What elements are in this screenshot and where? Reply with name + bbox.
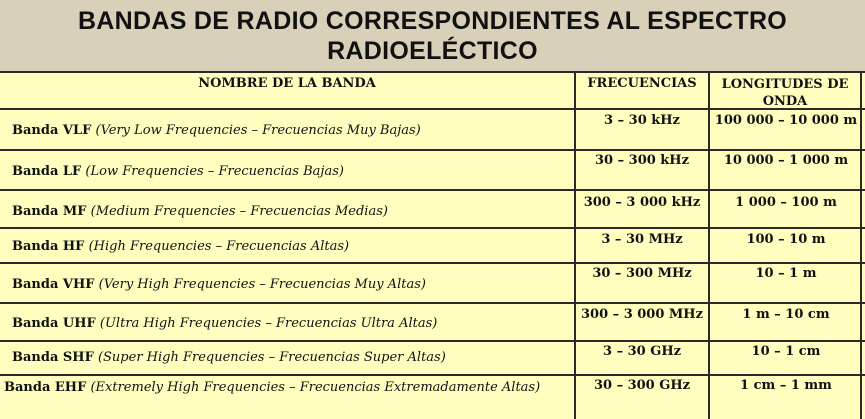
row-divider [0,149,865,151]
band-label: Banda VHF [12,277,95,292]
band-description: (Super High Frequencies – Frecuencias Super Altas) [97,350,446,365]
frequency-cell: 300 – 3 000 kHz [583,195,701,210]
table-row-name [12,123,574,139]
wavelength-cell: 100 000 – 10 000 m [714,113,858,128]
band-description: (Ultra High Frequencies – Frecuencias Ultra Altas) [99,316,438,331]
frequency-cell: 3 – 30 MHz [601,232,683,247]
frequency-cell: 30 – 300 GHz [593,378,691,393]
frequency-cell: 30 – 300 kHz [595,153,689,168]
frequency-cell: 3 – 30 kHz [604,113,680,128]
band-description: (Low Frequencies – Frecuencias Bajas) [85,164,344,179]
row-divider [0,302,865,304]
band-label: Banda MF [12,204,87,219]
band-description: (Very High Frequencies – Frecuencias Muy Altas) [98,277,426,292]
title-banner [0,0,865,72]
table-row-name [12,277,574,293]
row-divider [0,374,865,376]
band-label: Banda SHF [12,350,94,365]
wavelength-cell: 10 – 1 m [755,266,817,281]
wavelength-cell: 100 – 10 m [746,232,826,247]
row-divider [0,227,865,229]
table-row-name [12,350,574,366]
band-label: Banda LF [12,164,82,179]
row-divider [0,262,865,264]
table-row-name [4,380,564,396]
band-description: (Medium Frequencies – Frecuencias Medias) [90,204,388,219]
row-divider [0,340,865,342]
header-frequencies: FRECUENCIAS [587,76,697,91]
band-label: Banda HF [12,239,85,254]
band-description: (High Frequencies – Frecuencias Altas) [88,239,350,254]
band-description: (Extremely High Frequencies – Frecuencias Extremadamente Altas) [90,380,541,395]
row-divider [0,71,865,73]
frequency-cell: 30 – 300 MHz [592,266,692,281]
bands-table [0,72,865,419]
column-divider [860,72,862,419]
wavelength-cell: 10 – 1 cm [751,344,821,359]
frequency-cell: 3 – 30 GHz [603,344,681,359]
header-wavelengths: LONGITUDES DE ONDA [721,77,849,109]
row-divider [0,189,865,191]
table-row-name [12,204,574,220]
column-divider [574,72,576,419]
table-row-name [12,164,574,180]
wavelength-cell: 1 m – 10 cm [742,307,830,322]
band-description: (Very Low Frequencies – Frecuencias Muy Bajas) [95,123,421,138]
band-label: Banda UHF [12,316,96,331]
table-row-name [12,239,574,255]
wavelength-cell: 1 cm – 1 mm [740,378,832,393]
table-row-name [12,316,574,332]
wavelength-cell: 1 000 – 100 m [735,195,837,210]
header-band-name: NOMBRE DE LA BANDA [198,76,376,91]
frequency-cell: 300 – 3 000 MHz [581,307,703,322]
band-label: Banda VLF [12,123,92,138]
band-label: Banda EHF [4,380,87,395]
wavelength-cell: 10 000 – 1 000 m [723,153,849,168]
column-divider [708,72,710,419]
page-title: BANDAS DE RADIO CORRESPONDIENTES AL ESPECTRO RADIOELÉCTICO [77,7,788,65]
